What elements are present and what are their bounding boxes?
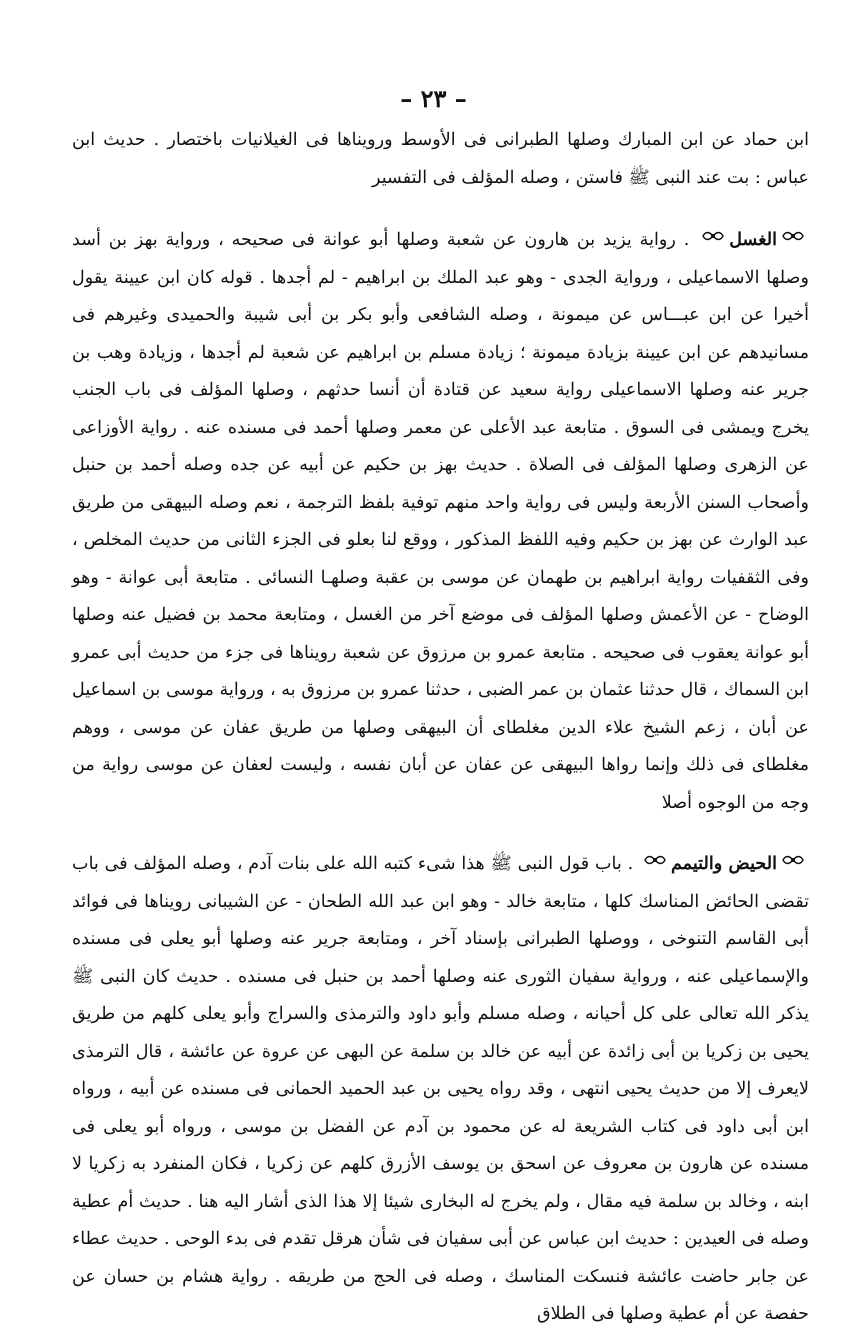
chapter-title-hayd-tayammum: الحيض والتيمم	[670, 853, 778, 874]
paragraph-1-text: ابن حماد عن ابن المبارك وصلها الطبرانى فى الأوسط ورويناها فى الغيلانيات باختصار . حديث ابن عباس : بت عند النبى ﷺ فاستن ، وصله المؤلف فى التفسير	[72, 130, 809, 188]
page-number: – ٢٣ –	[400, 84, 467, 113]
ornament-icon	[781, 221, 805, 259]
paragraph-2-text: . رواية يزيد بن هارون عن شعبة وصلها أبو عوانة فى صحيحه ، ورواية بهز بن أسد وصلها الاسماعيلى ، ورواية الجدى - وهو عبد الملك بن ابراهيم - لم أجدها . قوله كان ابن عيينة يقول أخيرا عن ابن عبـــاس عن ميمونة ، وصله الشافعى وأبو بكر بن أبى شيبة والحميدى وغيرهم فى مسانيدهم عن ابن عيينة بزيادة ميمونة ؛ زيادة مسلم بن ابراهيم عن شعبة لم أجدها ، وزيادة وهب بن جرير عنه وصلها الاسماعيلى رواية سعيد عن قتادة أن أنسا حدثهم ، وصلها المؤلف فى باب الجنب يخرج ويمشى فى السوق . متابعة عبد الأعلى عن معمر وصلها أحمد فى مسنده عنه . رواية الأوزاعى عن الزهرى وصلها المؤلف فى الصلاة . حديث بهز بن حكيم عن أبيه عن جده وصله أحمد بن حنبل وأصحاب السنن الأربعة وليس فى رواية واحد منهم توفية بلفظ الترجمة ، نعم وصله البيهقى من طريق عبد الوارث عن بهز بن حكيم وفيه اللفظ المذكور ، ووقع لنا بعلو فى الجزء الثانى من حديث المخلص ، وفى الثقفيات رواية ابراهيم بن طهمان عن موسى بن عقبة وصلهـا النسائى . متابعة أبى عوانة - وهو الوضاح - عن الأعمش وصلها المؤلف فى موضع آخر من الغسل ، ومتابعة محمد بن فضيل عنه وصلها أبو عوانة يعقوب فى صحيحه . متابعة عمرو بن مرزوق عن شعبة رويناها فى جزء من حديث أبى عمرو ابن السماك ، قال حدثنا عثمان بن عمر الضبى ، حدثنا عمرو بن مرزوق به ، ورواية موسى بن اسماعيل عن أبان ، زعم الشيخ علاء الدين مغلطاى أن البيهقى وصلها من طريق عفان عن موسى ، ووهم مغلطاى فى ذلك وإنما رواها البيهقى عن عفان عن أبان نفسه ، وليست لعفان عن موسى رواية من وجه من الوجوه أصلا	[72, 230, 809, 813]
ornament-icon	[643, 845, 667, 883]
chapter-title-ghusl: الغسل	[729, 229, 777, 250]
ornament-icon	[701, 221, 725, 259]
paragraph-3-text: . باب قول النبى ﷺ هذا شىء كتبه الله على بنات آدم ، وصله المؤلف فى باب تقضى الحائض المناسك كلها ، متابعة خالد - وهو ابن عبد الله الطحان - عن الشيبانى رويناها فى فوائد أبى القاسم التنوخى ، ووصلها الطبرانى بإسناد آخر ، ومتابعة جرير عنه وصلها أبو يعلى فى مسنده والإسماعيلى عنه ، ورواية سفيان الثورى عنه وصلها أحمد بن حنبل فى مسنده . حديث كان النبى ﷺ يذكر الله تعالى على كل أحيانه ، وصله مسلم وأبو داود والترمذى والسراج وأبو يعلى كلهم من طريق يحيى بن زكريا بن أبى زائدة عن أبيه عن خالد بن سلمة عن البهى عن عروة عن عائشة ، قال الترمذى لايعرف إلا من حديث يحيى انتهى ، وقد رواه يحيى بن عبد الحميد الحمانى فى مسنده عن أبيه ، ورواه ابن أبى داود فى كتاب الشريعة له عن محمود بن آدم عن الفضل بن موسى ، ورواه أبو يعلى فى مسنده عن هارون بن معروف عن اسحق بن يوسف الأزرق كلهم عن زكريا ، فكان المنفرد به زكريا لا ابنه ، وخالد بن سلمة فيه مقال ، ولم يخرج له البخارى شيئا إلا هذا الذى أشار اليه هنا . حديث أم عطية وصله فى العيدين : حديث ابن عباس عن أبى سفيان فى شأن هرقل تقدم فى بدء الوحى . حديث عطاء عن جابر حاضت عائشة فنسكت المناسك ، وصله فى الحج من طريقه . رواية هشام بن حسان عن حفصة عن أم عطية وصلها فى الطلاق	[72, 854, 809, 1324]
paragraph-1	[72, 122, 809, 197]
ornament-icon	[781, 845, 805, 883]
paragraph-2	[72, 221, 809, 822]
paragraph-3	[72, 845, 809, 1334]
